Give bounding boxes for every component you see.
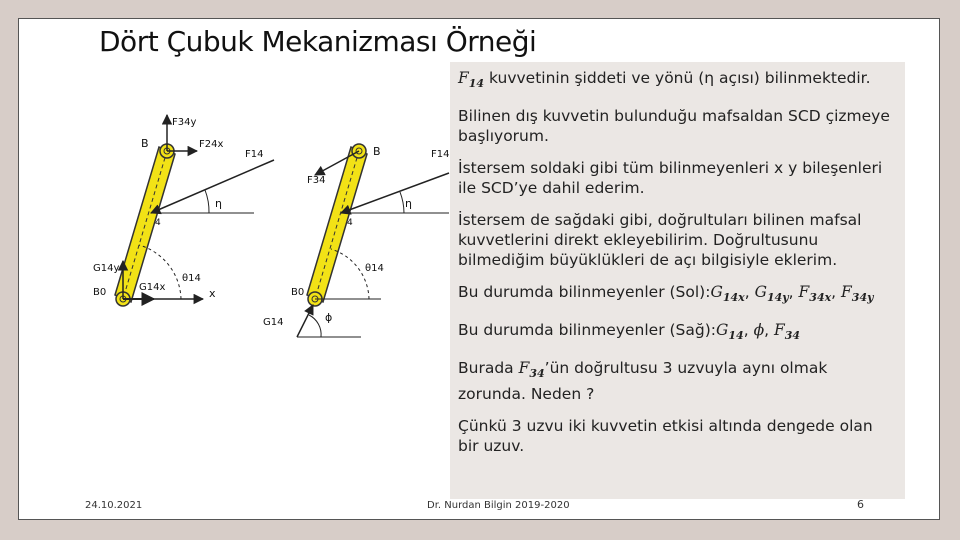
text-paragraph-3: İstersem soldaki gibi tüm bilinmeyenleri x y bileşenleri ile SCD’ye dahil ederim. xyxy=(458,159,883,198)
footer-author: Dr. Nurdan Bilgin 2019-2020 xyxy=(427,500,570,511)
right-label-eta: η xyxy=(405,197,412,210)
left-diagram xyxy=(93,115,274,306)
right-label-B: B xyxy=(373,145,381,158)
text-paragraph-4: İstersem de sağdaki gibi, doğrultuları bilinen mafsal kuvvetlerini direkt ekleyebilirim. Doğrultusunu bilmediğim büyüklükleri de açı bilgisiyle eklerim. xyxy=(458,211,862,270)
left-label-F24x: F24x xyxy=(199,139,224,150)
text-paragraph-6: Bu durumda bilinmeyenler $(Sağ):G_{14}$, ϕ, $F_{34}$ xyxy=(458,321,801,343)
left-label-B0: B0 xyxy=(93,287,107,298)
left-label-x: x xyxy=(209,287,216,300)
right-label-F34: F34 xyxy=(307,175,326,186)
slide xyxy=(18,18,940,520)
right-label-G14: G14 xyxy=(263,317,284,328)
right-link-body xyxy=(307,147,367,302)
right-eta-arc xyxy=(400,192,404,213)
text-paragraph-1: $F_{14}$ kuvvetinin şiddeti ve yönü (η açısı) bilinmektedir. xyxy=(458,69,871,91)
left-label-F34y: F34y xyxy=(172,117,197,128)
right-arrow-G14 xyxy=(297,305,313,337)
right-label-phi: ϕ xyxy=(325,311,333,324)
right-diagram xyxy=(263,144,449,337)
slide-title: Dört Çubuk Mekanizması Örneği xyxy=(99,25,537,58)
page-number: 6 xyxy=(857,498,864,511)
left-link-body xyxy=(115,147,175,302)
explanation-textbox xyxy=(450,62,905,499)
left-label-G14x: G14x xyxy=(139,282,166,293)
right-phi-arc xyxy=(309,315,321,337)
right-label-4: 4 xyxy=(347,218,353,228)
text-paragraph-2: Bilinen dış kuvvetin bulunduğu mafsaldan SCD çizmeye başlıyorum. xyxy=(458,107,890,146)
left-eta-arc xyxy=(205,190,209,213)
left-label-4: 4 xyxy=(155,218,161,228)
footer-date: 24.10.2021 xyxy=(85,500,143,511)
left-label-eta: η xyxy=(215,197,222,210)
text-paragraph-7: Burada $F_{34}’ün$ doğrultusu 3 uzvuyla aynı olmak zorunda. Neden ? xyxy=(458,359,828,404)
free-body-diagram-figure xyxy=(69,85,450,328)
text-paragraph-8: Çünkü 3 uzvu iki kuvvetin etkisi altında dengede olan bir uzuv. xyxy=(458,417,873,456)
right-label-theta14: θ14 xyxy=(365,263,384,274)
left-label-G14y: G14y xyxy=(93,263,120,274)
text-paragraph-5: Bu durumda bilinmeyenler $(Sol):G_{14x}$, $G_{14y}$, $F_{34x}$, $F_{34y}$ xyxy=(458,283,874,305)
right-label-B0: B0 xyxy=(291,287,305,298)
right-label-F14: F14 xyxy=(431,149,450,160)
left-label-B: B xyxy=(141,137,149,150)
left-label-F14: F14 xyxy=(245,149,264,160)
left-label-theta14: θ14 xyxy=(182,273,201,284)
